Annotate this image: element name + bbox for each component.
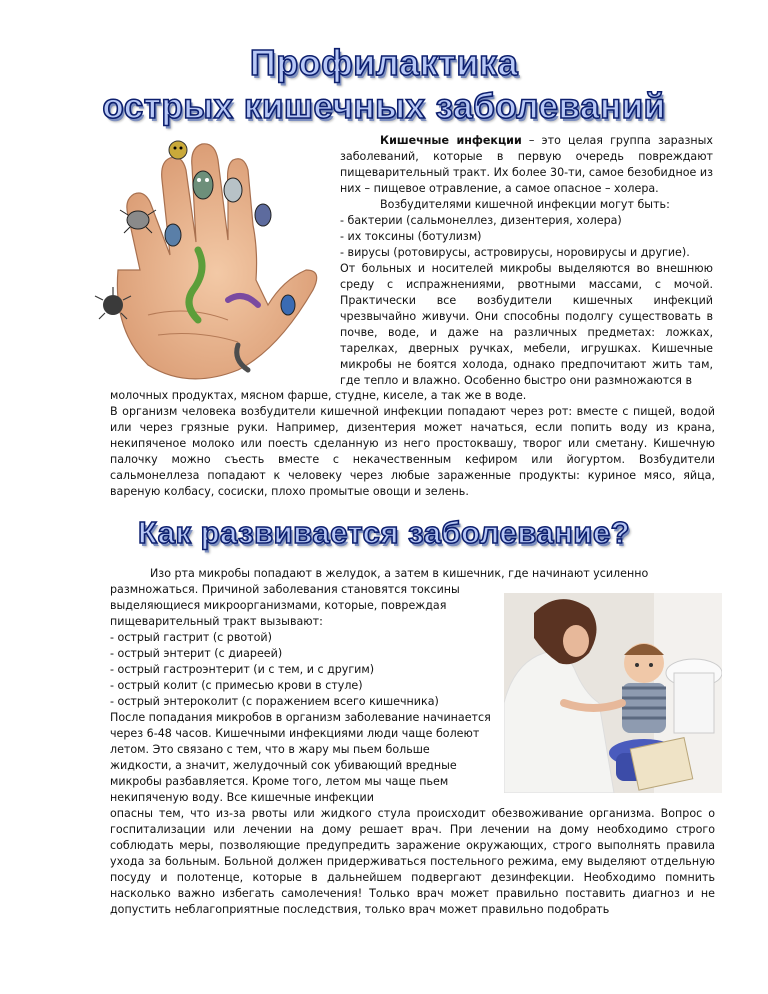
germ-icon — [281, 295, 295, 315]
condition-item: - острый гастроэнтерит (и с тем, и с другим) — [110, 663, 375, 676]
pathogen-item: - их токсины (ботулизм) — [340, 230, 482, 243]
danger-paragraph: опасны тем, что из-за рвоты или жидкого стула происходит обезвоживание организма. Вопрос о госпитализации или лечении на дому решает врач. При лечении на дому необходимо строго соблюдать меры, позволяющие предупредить заражение окружающих, строго выполнять правила ухода за больным. Больной должен придерживаться постельного режима, ему выделяют отдельную посуду и полотенце, которые в дальнейшем подвергают дезинфекции. Необходимо помнить насколько важно избегать самолечения! Только врач может правильно поставить диагноз и не допустить неблагоприятные последствия, только врач может правильно подобрать — [110, 807, 715, 916]
spread-paragraph: От больных и носителей микробы выделяются во внешнюю среду с испражнениями, рвотными массами, с мочой. Практически все возбудители кишечных инфекций чрезвычайно живучи. Они способны подолгу существовать в почве, воде, и даже на различных предметах: ложках, тарелках, дверных ручках, мебели, игрушках. Кишечные микробы не боятся холода, однако предпочитают жить там, где тепло и влажно. Особенно быстро они размножаются в — [340, 262, 713, 387]
condition-item: - острый колит (с примесью крови в стуле) — [110, 679, 363, 692]
intro-term: Кишечные инфекции — [380, 134, 522, 147]
germ-icon — [255, 204, 271, 226]
pathogens-intro: Возбудителями кишечной инфекции могут быть: — [380, 198, 670, 211]
development-text-block — [110, 566, 670, 582]
germ-icon — [193, 171, 213, 199]
development-intro: размножаться. Причиной заболевания становятся токсины выделяющиеся микроорганизмами, которые, повреждая пищеварительный тракт вызывают: — [110, 583, 460, 628]
germ-icon — [169, 141, 187, 159]
development-first-line: Изо рта микробы попадают в желудок, а затем в кишечник, где начинают усиленно — [150, 567, 649, 580]
germ-icon — [165, 224, 181, 246]
intro-text-block — [340, 133, 713, 389]
danger-paragraph-block — [110, 806, 715, 918]
title-line-2: острых кишечных заболеваний — [102, 87, 666, 126]
condition-item: - острый энтерит (с диареей) — [110, 647, 283, 660]
entry-paragraph: В организм человека возбудители кишечной инфекции попадают через рот: вместе с пищей, водой или через грязные руки. Например, дизентерия может начаться, если попить воду из крана, некипяченое молоко или поесть сделанную из него простоквашу, творог или сметану. Кишечную палочку можно съесть вместе с некачественным кефиром или йогуртом. Возбудители сальмонеллеза попадают к человеку через любые зараженные продукты: куриное мясо, яйца, вареную колбасу, сосиски, плохо промытые овощи и зелень. — [110, 405, 715, 498]
condition-item: - острый гастрит (с рвотой) — [110, 631, 272, 644]
pathogen-item: - бактерии (сальмонеллез, дизентерия, холера) — [340, 214, 622, 227]
intro-definition: – это целая группа заразных заболеваний, которые в первую очередь повреждают пищеварительный тракт. Их более 30-ти, самое безобидное из них – пищевое отравление, а самое опасное – холера. — [340, 134, 713, 195]
condition-item: - острый энтероколит (с поражением всего кишечника) — [110, 695, 439, 708]
mother-child-photo — [504, 593, 722, 793]
intro-full-width-block — [110, 388, 715, 500]
title-line-1: Профилактика — [249, 42, 519, 83]
pathogen-item: - вирусы (ротовирусы, астровирусы, норовирусы и другие). — [340, 246, 690, 259]
development-column — [110, 582, 492, 806]
hand-germs-illustration — [78, 130, 328, 385]
germ-icon — [224, 178, 242, 202]
spread-continuation: молочных продуктах, мясном фарше, студне, киселе, а так же в воде. — [110, 389, 527, 402]
incubation-paragraph: После попадания микробов в организм заболевание начинается через 6-48 часов. Кишечными инфекциями люди чаще болеют летом. Это связано с тем, что в жару мы пьем больше жидкости, а значит, желудочный сок убивающий вредные микробы разбавляется. Кроме того, летом мы чаще пьем некипяченую воду. Все кишечные инфекции — [110, 711, 491, 804]
section-title-development: Как развивается заболевание? — [137, 515, 631, 550]
